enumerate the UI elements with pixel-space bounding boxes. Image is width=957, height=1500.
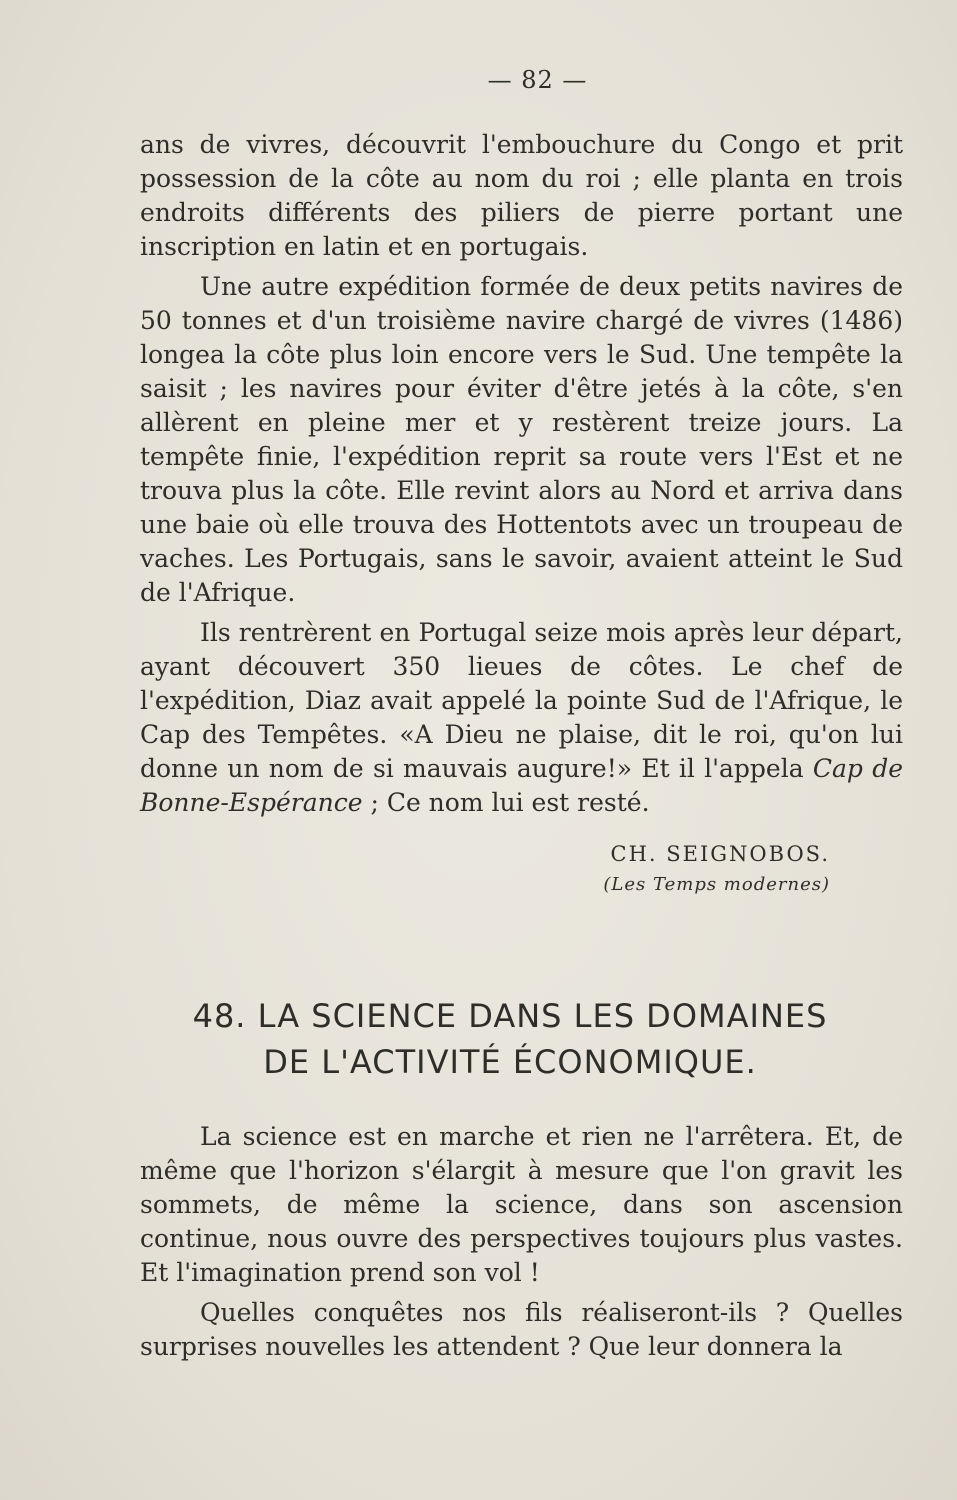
paragraph-text-end: ; Ce nom lui est resté. [362,788,650,817]
author-name: CH. SEIGNOBOS. [610,842,830,866]
chapter-title-line-1: 48. LA SCIENCE DANS LES DOMAINES [192,997,828,1035]
italic-name: Cap de Bonne-Espérance [140,754,903,817]
paragraph: ans de vivres, découvrit l'embouchure du Congo et prit possession de la côte au nom du roi ; elle planta en trois endroits différents des piliers de pierre portant une inscription en latin et en portugais. [140,130,903,261]
paragraph: Quelles conquêtes nos fils réaliseront-ils ? Quelles surprises nouvelles les attendent ? Que leur donnera la [140,1298,903,1361]
section-2-text [140,1120,903,1370]
paragraph-text: Ils rentrèrent en Portugal seize mois après leur départ, ayant découvert 350 lieues de côtes. Le chef de l'expédition, Diaz avait appelé la pointe Sud de l'Afrique, le Cap des Tempêtes. «A Dieu ne plaise, dit le roi, qu'on lui donne un nom de si mauvais augure!» Et il l'appela [140,618,903,783]
chapter-title-line-2: DE L'ACTIVITÉ ÉCONOMIQUE. [263,1043,757,1081]
section-1-text [140,128,903,826]
paragraph-final [140,616,903,820]
paragraph: Une autre expédition formée de deux petits navires de 50 tonnes et d'un troisième navire chargé de vivres (1486) longea la côte plus loin encore vers le Sud. Une tempête la saisit ; les navires pour éviter d'être jetés à la côte, s'en allèrent en pleine mer et y restèrent treize jours. La tempête finie, l'expédition reprit sa route vers l'Est et ne trouva plus la côte. Elle revint alors au Nord et arriva dans une baie où elle trouva des Hottentots avec un troupeau de vaches. Les Portugais, sans le savoir, avaient atteint le Sud de l'Afrique. [140,272,903,607]
paragraph: La science est en marche et rien ne l'arrêtera. Et, de même que l'horizon s'élargit à mesure que l'on gravit les sommets, de même la science, dans son ascension continue, nous ouvre des perspectives toujours plus vastes. Et l'imagination prend son vol ! [140,1122,903,1287]
page-number: — 82 — [487,66,588,94]
chapter-title [160,993,860,1085]
source-citation: (Les Temps modernes) [603,874,830,895]
